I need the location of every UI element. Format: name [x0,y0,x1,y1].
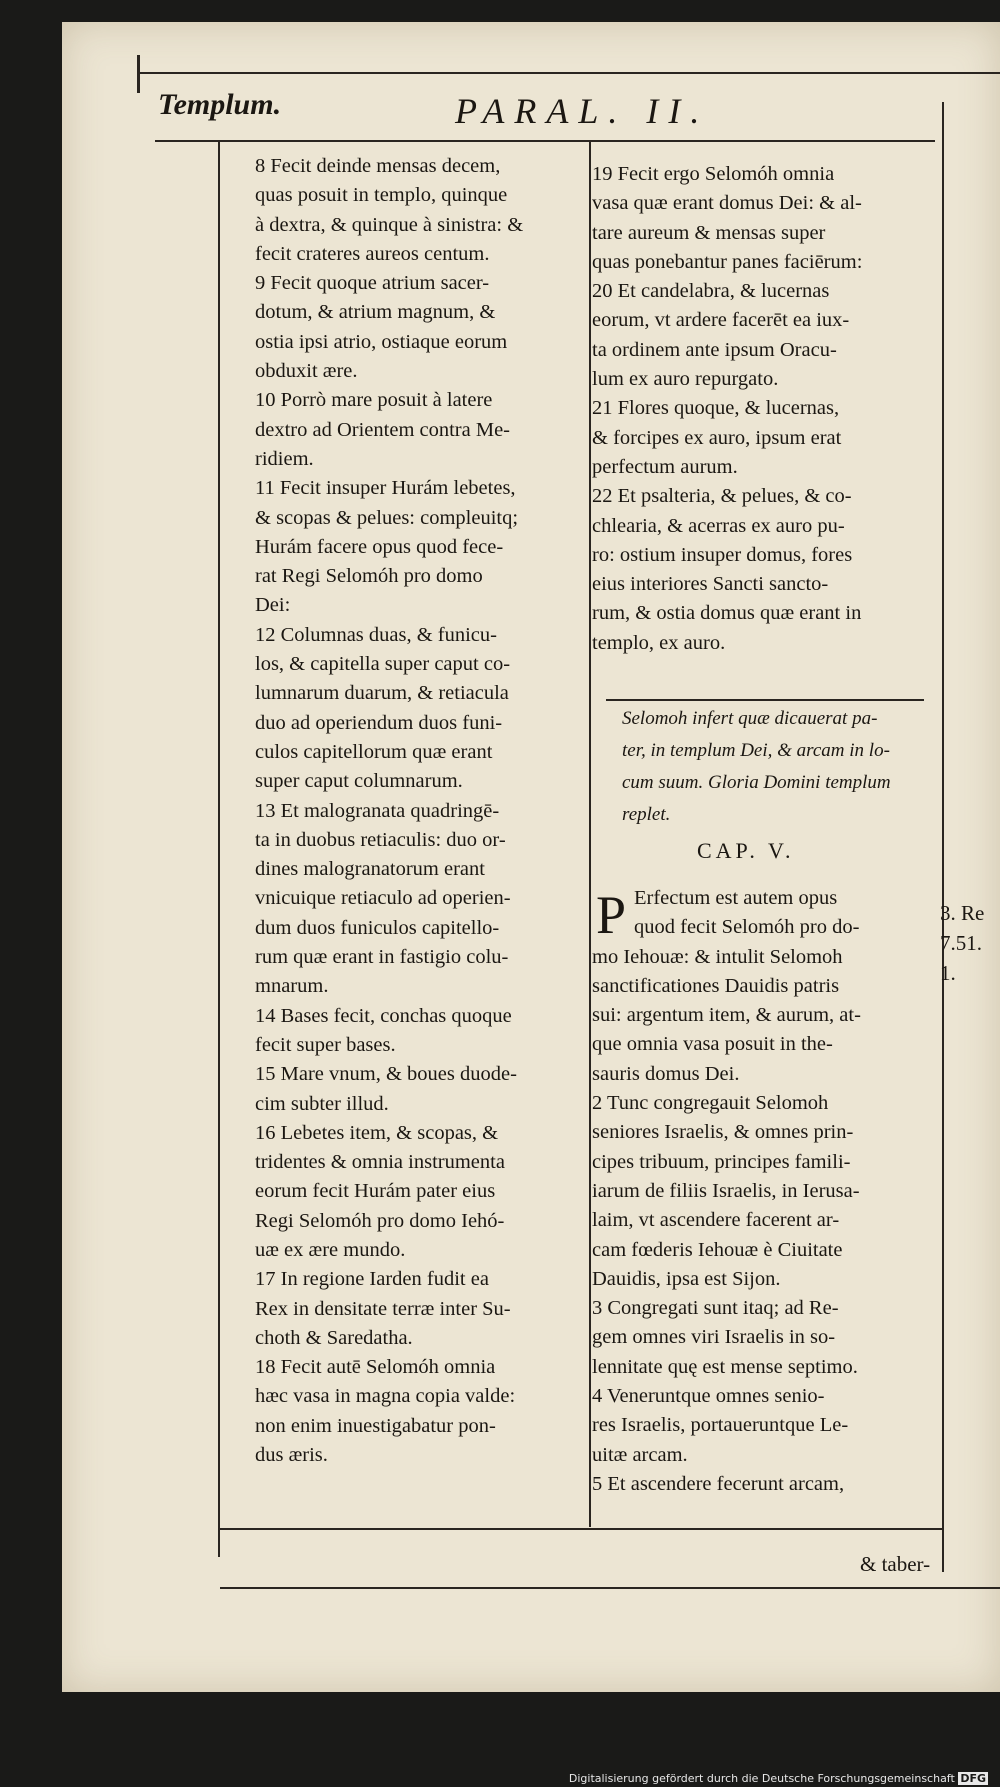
text-line: 2 Tunc congregauit Selomoh [592,1092,829,1115]
text-line: seniores Israelis, & omnes prin- [592,1121,854,1144]
text-line: que omnia vasa posuit in the- [592,1033,833,1056]
text-line: 15 Mare vnum, & boues duode- [255,1063,517,1086]
text-line: obduxit ære. [255,360,358,383]
text-line: ostia ipsi atrio, ostiaque eorum [255,330,508,353]
right-column [592,160,932,658]
chapter-body [592,884,932,1499]
text-line: 10 Porrò mare posuit à latere [255,389,493,412]
text-line: cipes tribuum, principes famili- [592,1150,851,1173]
text-line: choth & Saredatha. [255,1326,413,1349]
text-line: dus æris. [255,1444,328,1467]
text-line: tare aureum & mensas super [592,221,826,244]
summary-line: Selomoh infert quæ dicauerat pa- [622,708,878,729]
summary-line: ter, in templum Dei, & arcam in lo- [622,740,890,761]
text-line: sauris domus Dei. [592,1062,740,1085]
text-line: duo ad operiendum duos funi- [255,711,503,734]
text-line: eorum fecit Hurám pater eius [255,1180,496,1203]
chapter-heading: CAP. V. [697,838,795,863]
text-line: Regi Selomóh pro domo Iehó- [255,1209,505,1232]
text-line: dum duos funiculos capitello- [255,916,500,939]
text-line: Dauidis, ipsa est Sijon. [592,1267,781,1290]
text-line: 17 In regione Iarden fudit ea [255,1268,489,1291]
margin-note-line: 7.51. [940,931,982,955]
summary-line: cum suum. Gloria Domini templum [622,772,891,793]
bottom-rule [220,1528,942,1530]
text-line: iarum de filiis Israelis, in Ierusa- [592,1179,860,1202]
book-title: PARAL. II. [455,91,710,131]
text-line: 3 Congregati sunt itaq; ad Re- [592,1297,839,1320]
page-frame-right [942,102,944,1572]
summary-rule [606,699,924,701]
text-line: gem omnes viri Israelis in so- [592,1326,836,1349]
text-line: Erfectum est autem opus [634,887,838,909]
margin-note-line: 3. Re [940,901,985,925]
text-line: los, & capitella super caput co- [255,653,511,676]
text-line: 8 Fecit deinde mensas decem, [255,155,501,177]
text-line: 16 Lebetes item, & scopas, & [255,1121,499,1144]
header-rule [155,140,935,142]
text-line: lumnarum duarum, & retiacula [255,682,509,705]
text-line: eius interiores Sancti sancto- [592,573,829,596]
text-line: Hurám facere opus quod fece- [255,535,504,558]
footer-credit [569,1772,988,1785]
text-line: tridentes & omnia instrumenta [255,1151,505,1174]
text-line: 11 Fecit insuper Hurám lebetes, [255,477,516,500]
text-line: uitæ arcam. [592,1443,688,1466]
text-line: chlearia, & acerras ex auro pu- [592,514,845,537]
text-line: quas posuit in templo, quinque [255,184,508,207]
dfg-logo: DFG [960,1772,986,1785]
text-line: sui: argentum item, & aurum, at- [592,1004,861,1027]
text-line: 22 Et psalteria, & pelues, & co- [592,485,852,508]
top-rule [140,72,1000,74]
text-line: vnicuique retiaculo ad operien- [255,887,511,910]
text-line: uæ ex ære mundo. [255,1238,406,1261]
text-line: laim, vt ascendere facerent ar- [592,1209,840,1232]
footer-text: Digitalisierung gefördert durch die Deutsche Forschungsgemeinschaft [568,1772,955,1785]
margin-note-line: 1. [940,961,956,985]
bottom-rule-lower [220,1587,1000,1589]
text-line: sanctificationes Dauidis patris [592,974,840,997]
text-line: eorum, vt ardere facerēt ea iux- [592,309,850,332]
catchword: & taber- [860,1552,931,1576]
text-line: fecit crateres aureos centum. [255,242,490,265]
text-line: 18 Fecit autē Selomóh omnia [255,1356,496,1379]
left-column [255,152,593,1470]
text-line: fecit super bases. [255,1033,396,1056]
text-line: super caput columnarum. [255,770,463,793]
text-line: vasa quæ erant domus Dei: & al- [592,192,862,215]
left-margin-mark [137,55,140,93]
text-line: 4 Veneruntque omnes senio- [592,1385,825,1408]
text-line: culos capitellorum quæ erant [255,740,493,763]
text-line: perfectum aurum. [592,455,738,478]
text-line: dines malogranatorum erant [255,858,485,881]
text-line: 20 Et candelabra, & lucernas [592,280,830,303]
page-frame-left [218,142,220,1557]
text-line: 19 Fecit ergo Selomóh omnia [592,163,835,185]
text-line: 9 Fecit quoque atrium sacer- [255,272,490,295]
text-line: à dextra, & quinque à sinistra: & [255,213,524,236]
text-line: quod fecit Selomóh pro do- [634,916,860,939]
text-line: rum quæ erant in fastigio colu- [255,946,509,969]
text-line: 12 Columnas duas, & funicu- [255,623,497,646]
text-line: cam fœderis Iehouæ è Ciuitate [592,1238,843,1261]
text-line: ta ordinem ante ipsum Oracu- [592,338,837,361]
text-line: 14 Bases fecit, conchas quoque [255,1004,512,1027]
text-line: Rex in densitate terræ inter Su- [255,1297,511,1320]
text-line: mo Iehouæ: & intulit Selomoh [592,945,843,968]
text-line: cim subter illud. [255,1092,389,1115]
text-line: dextro ad Orientem contra Me- [255,418,511,441]
chapter-summary [622,703,932,831]
text-line: lum ex auro repurgato. [592,368,779,391]
text-line: res Israelis, portaueruntque Le- [592,1414,849,1437]
text-line: rum, & ostia domus quæ erant in [592,602,862,625]
text-line: & forcipes ex auro, ipsum erat [592,426,842,449]
text-line: 21 Flores quoque, & lucernas, [592,397,840,420]
drop-capital: P [596,885,627,945]
text-line: non enim inuestigabatur pon- [255,1414,496,1437]
text-line: quas ponebantur panes faciērum: [592,250,863,273]
text-line: hæc vasa in magna copia valde: [255,1385,516,1408]
running-title: Templum. [158,88,282,121]
text-line: mnarum. [255,975,329,998]
text-line: lennitate quę est mense septimo. [592,1355,858,1378]
text-line: ta in duobus retiaculis: duo or- [255,828,506,851]
text-line: dotum, & atrium magnum, & [255,301,496,324]
text-line: rat Regi Selomóh pro domo [255,565,483,588]
summary-line: replet. [622,804,671,825]
text-line: ro: ostium insuper domus, fores [592,543,853,566]
margin-reference [940,898,984,988]
text-line: ridiem. [255,447,314,470]
text-line: Dei: [255,594,291,617]
text-line: & scopas & pelues: compleuitq; [255,506,519,529]
text-line: templo, ex auro. [592,631,726,654]
text-line: 5 Et ascendere fecerunt arcam, [592,1472,845,1495]
text-line: 13 Et malogranata quadringē- [255,799,500,822]
